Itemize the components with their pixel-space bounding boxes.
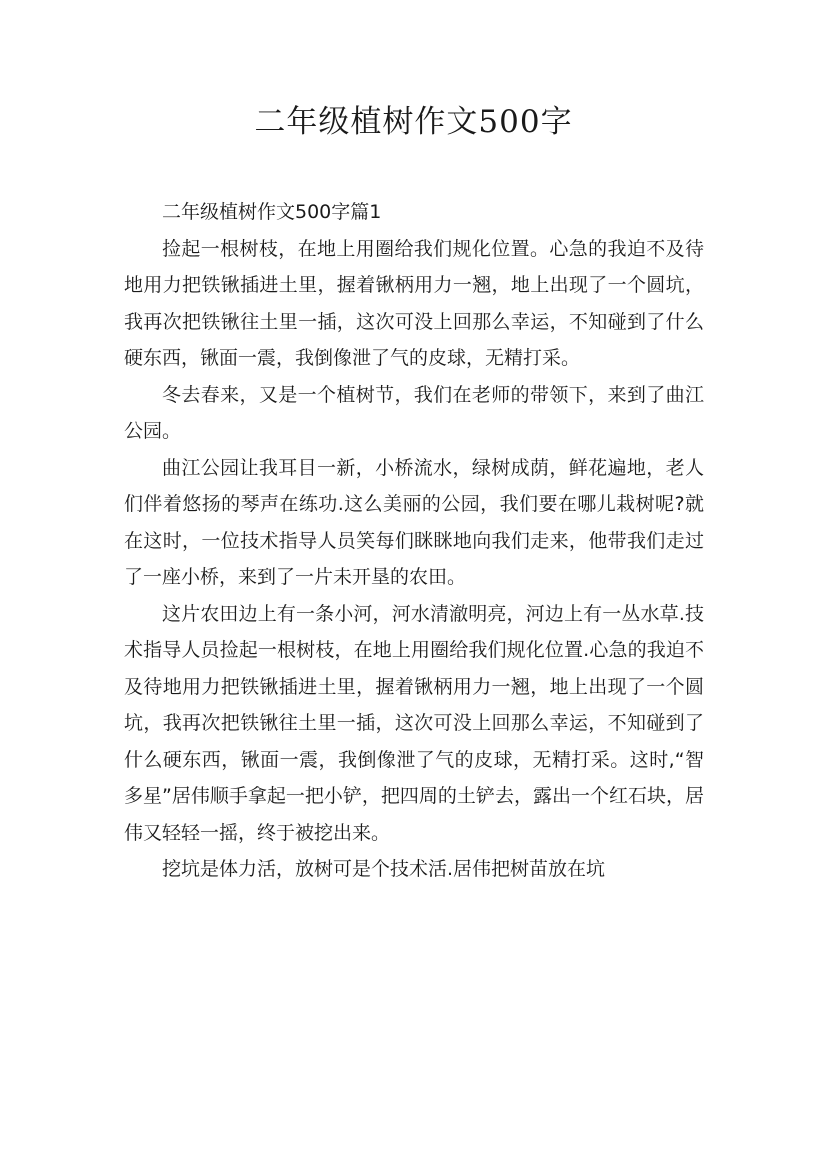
document-body (124, 194, 704, 888)
paragraph-4: 这片农田边上有一条小河，河水清澈明亮，河边上有一丛水草.技术指导人员捡起一根树枝，在地上用圈给我们规化位置.心急的我迫不及待地用力把铁锹插进土里，握着锹柄用力一翘，地上出现了一个圆坑，我再次把铁锹往土里一插，这次可没上回那么幸运，不知碰到了什么硬东西，锹面一震，我倒像泄了气的皮球，无精打采。这时,“智多星”居伟顺手拿起一把小铲，把四周的土铲去，露出一个红石块，居伟又轻轻一摇，终于被挖出来。 (124, 602, 704, 844)
section-subheading: 二年级植树作文500字篇1 (162, 201, 382, 223)
document-title: 二年级植树作文500字 (254, 104, 573, 140)
paragraph-5: 挖坑是体力活，放树可是个技术活.居伟把树苗放在坑 (162, 858, 606, 880)
paragraph-3: 曲江公园让我耳目一新，小桥流水，绿树成荫，鲜花遍地，老人们伴着悠扬的琴声在练功.这么美丽的公园，我们要在哪儿栽树呢?就在这时，一位技术指导人员笑每们眯眯地向我们走来，他带我们走过了一座小桥，来到了一片未开垦的农田。 (124, 456, 704, 588)
paragraph-2: 冬去春来，又是一个植树节，我们在老师的带领下，来到了曲江公园。 (124, 383, 704, 442)
paragraph-1: 捡起一根树枝，在地上用圈给我们规化位置。心急的我迫不及待地用力把铁锹插进土里，握着锹柄用力一翘，地上出现了一个圆坑，我再次把铁锹往土里一插，这次可没上回那么幸运，不知碰到了什么硬东西，锹面一震，我倒像泄了气的皮球，无精打采。 (124, 237, 704, 369)
